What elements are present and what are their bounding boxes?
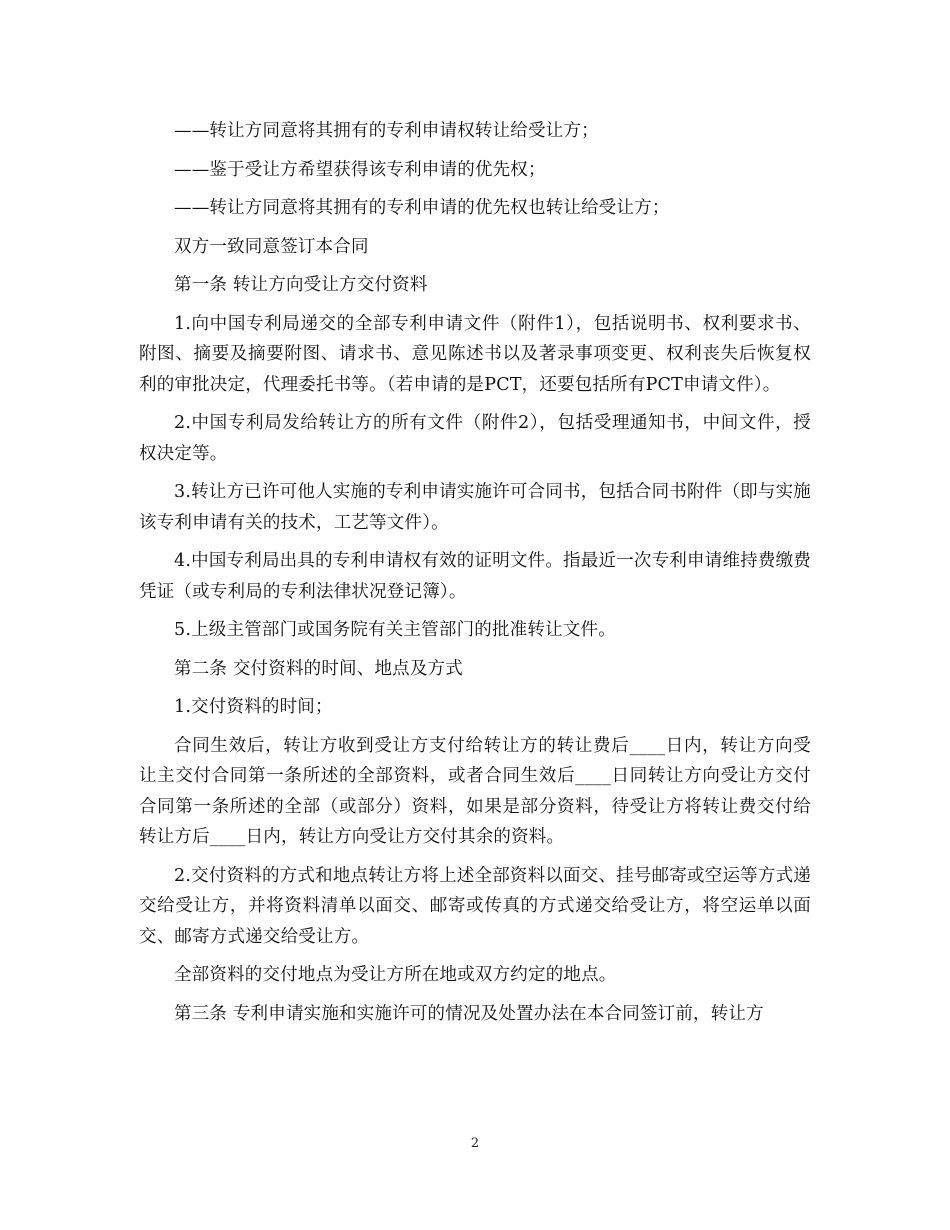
paragraph-transfer-priority: ——转让方同意将其拥有的专利申请的优先权也转让给受让方； [174,198,670,218]
document-body [139,116,811,1037]
article-2-delivery-place: 全部资料的交付地点为受让方所在地或双方约定的地点。 [174,965,617,985]
article-1-item-2: 2.中国专利局发给转让方的所有文件（附件2），包括受理通知书，中间文件，授权决定等。 [139,413,811,464]
paragraph-priority-wish: ——鉴于受让方希望获得该专利申请的优先权； [174,159,546,180]
paragraph-transfer-application-right: ——转让方同意将其拥有的专利申请权转让给受让方； [174,121,599,141]
article-2-item-1: 1.交付资料的时间； [174,697,333,717]
article-1-item-3: 3.转让方已许可他人实施的专利申请实施许可合同书，包括合同书附件（即与实施该专利申请有关的技术，工艺等文件）。 [139,482,811,533]
article-1-item-4: 4.中国专利局出具的专利申请权有效的证明文件。指最近一次专利申请维持费缴费凭证（或专利局的专利法律状况登记簿）。 [139,551,811,602]
page-number: 2 [470,1136,480,1151]
article-3-heading: 第三条 专利申请实施和实施许可的情况及处置办法在本合同签订前，转让方 [174,1003,764,1024]
article-1-item-1: 1.向中国专利局递交的全部专利申请文件（附件1），包括说明书、权利要求书、附图、摘要及摘要附图、请求书、意见陈述书以及著录事项变更、权利丧失后恢复权利的审批决定，代理委托书等。（若申请的是PCT，还要包括所有PCT申请文件）。 [139,313,811,395]
article-2-delivery-time: 合同生效后，转让方收到受让方支付给转让方的转让费后____日内，转让方向受让主交付合同第一条所述的全部资料，或者合同生效后____日同转让方向受让方交付合同第一条所述的全部（或部分）资料，如果是部分资料，待受让方将转让费交付给转让方后____日内，转让方向受让方交付其余的资料。 [139,735,811,847]
paragraph-agreement: 双方一致同意签订本合同 [174,236,369,257]
article-1-item-5: 5.上级主管部门或国务院有关主管部门的批准转让文件。 [174,620,616,640]
article-1-heading: 第一条 转让方向受让方交付资料 [174,275,428,295]
article-2-heading: 第二条 交付资料的时间、地点及方式 [174,658,463,679]
article-2-item-2: 2.交付资料的方式和地点转让方将上述全部资料以面交、挂号邮寄或空运等方式递交给受让方，并将资料清单以面交、邮寄或传真的方式递交给受让方，将空运单以面交、邮寄方式递交给受让方。 [139,865,811,947]
